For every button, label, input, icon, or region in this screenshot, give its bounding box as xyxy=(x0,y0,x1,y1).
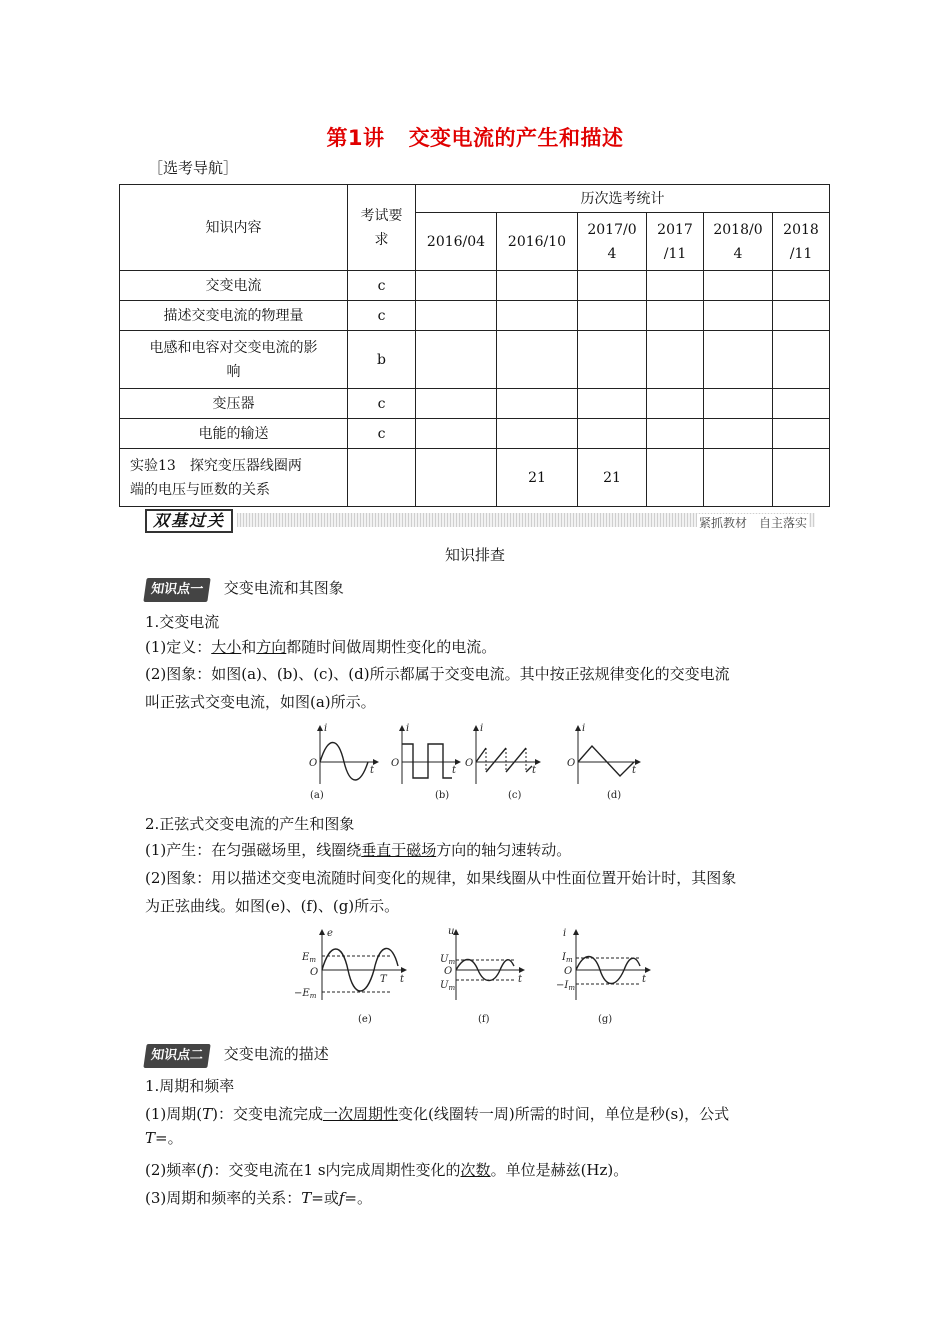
s2-graph-text: (2)图象：用以描述交变电流随时间变化的规律，如果线圈从中性面位置开始计时，其图象 为正弦曲线。如图(e)、(f)、(g)所示。 xyxy=(145,869,737,915)
exam-stats-table xyxy=(119,184,830,507)
svg-text:t: t xyxy=(370,765,375,776)
svg-text:O: O xyxy=(310,967,319,978)
s1-definition: (1)定义：大小和方向都随时间做周期性变化的电流。 xyxy=(145,638,497,656)
caption-c: (c) xyxy=(508,790,522,801)
date-col: 2016/04 xyxy=(416,213,497,271)
svg-text:t: t xyxy=(518,974,523,985)
date-col: 2017 /11 xyxy=(647,213,704,271)
date-col: 2016/10 xyxy=(497,213,578,271)
s3-heading: 1.周期和频率 xyxy=(145,1077,235,1095)
svg-text:−Em: $-E_m$ xyxy=(294,988,317,1000)
caption-b: (b) xyxy=(435,790,450,801)
banner-tag: 紧抓教材 自主落实 xyxy=(698,516,807,530)
svg-text:Um: $U_m$ xyxy=(440,980,456,992)
kp-title: 交变电流和其图象 xyxy=(223,579,344,597)
caption-f: (f) xyxy=(478,1014,490,1025)
s3-relation: (3)周期和频率的关系：T=或f=。 xyxy=(145,1189,372,1207)
kp-badge: 知识点一 xyxy=(143,578,210,602)
lecture-number: 第1讲 xyxy=(326,126,385,150)
svg-text:O: O xyxy=(567,758,576,769)
knowledge-point-2 xyxy=(145,1044,329,1068)
svg-text:i: i xyxy=(563,928,567,939)
s1-graph-text: (2)图象：如图(a)、(b)、(c)、(d)所示都属于交变电流。其中按正弦规律变化的交变电流 叫正弦式交变电流，如图(a)所示。 xyxy=(145,665,730,711)
table-row: 变压器 c xyxy=(120,389,830,419)
table-row: 电感和电容对交变电流的影 响 b xyxy=(120,331,830,389)
graph-g xyxy=(576,930,650,1000)
svg-text:O: O xyxy=(391,758,400,769)
svg-text:T: T xyxy=(380,974,387,985)
graph-e xyxy=(322,930,406,1000)
header-stats: 历次选考统计 xyxy=(416,185,830,213)
svg-text:O: O xyxy=(465,758,474,769)
graph-f xyxy=(456,930,524,1000)
s1-heading: 1.交变电流 xyxy=(145,613,220,631)
caption-a: (a) xyxy=(310,790,324,801)
date-col: 2018/0 4 xyxy=(704,213,773,271)
date-col: 2017/0 4 xyxy=(578,213,647,271)
table-row: 电能的输送 c xyxy=(120,419,830,449)
kp-title: 交变电流的描述 xyxy=(223,1045,329,1063)
caption-g: (g) xyxy=(598,1014,613,1025)
section-banner xyxy=(145,509,815,533)
knowledge-point-1 xyxy=(145,578,344,602)
svg-text:e: e xyxy=(327,928,333,939)
svg-text:i: i xyxy=(480,723,484,734)
svg-text:i: i xyxy=(406,723,410,734)
s3-frequency: (2)频率(f)：交变电流在1 s内完成周期性变化的次数。单位是赫兹(Hz)。 xyxy=(145,1161,629,1179)
figure-e-g xyxy=(288,926,668,1026)
graph-c xyxy=(476,726,540,784)
table-row: 描述交变电流的物理量 c xyxy=(120,301,830,331)
svg-text:Um: $U_m$ xyxy=(440,954,456,966)
kp-badge: 知识点二 xyxy=(143,1044,210,1068)
banner-label: 双基过关 xyxy=(145,509,233,533)
svg-text:O: O xyxy=(444,966,453,977)
svg-text:Em: $E_m$ xyxy=(302,952,316,964)
svg-text:u: u xyxy=(448,926,455,937)
svg-text:O: O xyxy=(309,758,318,769)
caption-e: (e) xyxy=(358,1014,372,1025)
svg-text:t: t xyxy=(452,765,457,776)
graph-d xyxy=(578,726,640,784)
s2-generation: (1)产生：在匀强磁场里，线圈绕垂直于磁场方向的轴匀速转动。 xyxy=(145,841,572,859)
svg-text:t: t xyxy=(632,765,637,776)
page-title xyxy=(0,122,950,152)
table-row: 实验13 探究变压器线圈两 端的电压与匝数的关系 21 21 xyxy=(120,449,830,507)
caption-d: (d) xyxy=(607,790,622,801)
svg-text:t: t xyxy=(400,974,405,985)
svg-text:i: i xyxy=(324,723,328,734)
svg-text:O: O xyxy=(564,966,573,977)
lecture-subject: 交变电流的产生和描述 xyxy=(408,126,624,150)
svg-text:i: i xyxy=(582,723,586,734)
svg-text:Im: $I_m$ xyxy=(562,952,573,964)
section-title: 知识排查 xyxy=(444,546,505,564)
svg-text:t: t xyxy=(532,765,537,776)
figure-a-d xyxy=(300,722,650,804)
s3-period: (1)周期(T)：交变电流完成一次周期性变化(线圈转一周)所需的时间，单位是秒(s)，公式 T=。 xyxy=(145,1105,730,1147)
date-col: 2018 /11 xyxy=(773,213,830,271)
exam-nav-label: ［选考导航］ xyxy=(148,159,239,177)
svg-text:t: t xyxy=(642,974,647,985)
header-requirement: 考试要 求 xyxy=(348,185,416,271)
svg-text:−Im: $-I_m$ xyxy=(556,980,575,992)
s2-heading: 2.正弦式交变电流的产生和图象 xyxy=(145,815,355,833)
header-content: 知识内容 xyxy=(120,185,348,271)
table-row: 交变电流 c xyxy=(120,271,830,301)
